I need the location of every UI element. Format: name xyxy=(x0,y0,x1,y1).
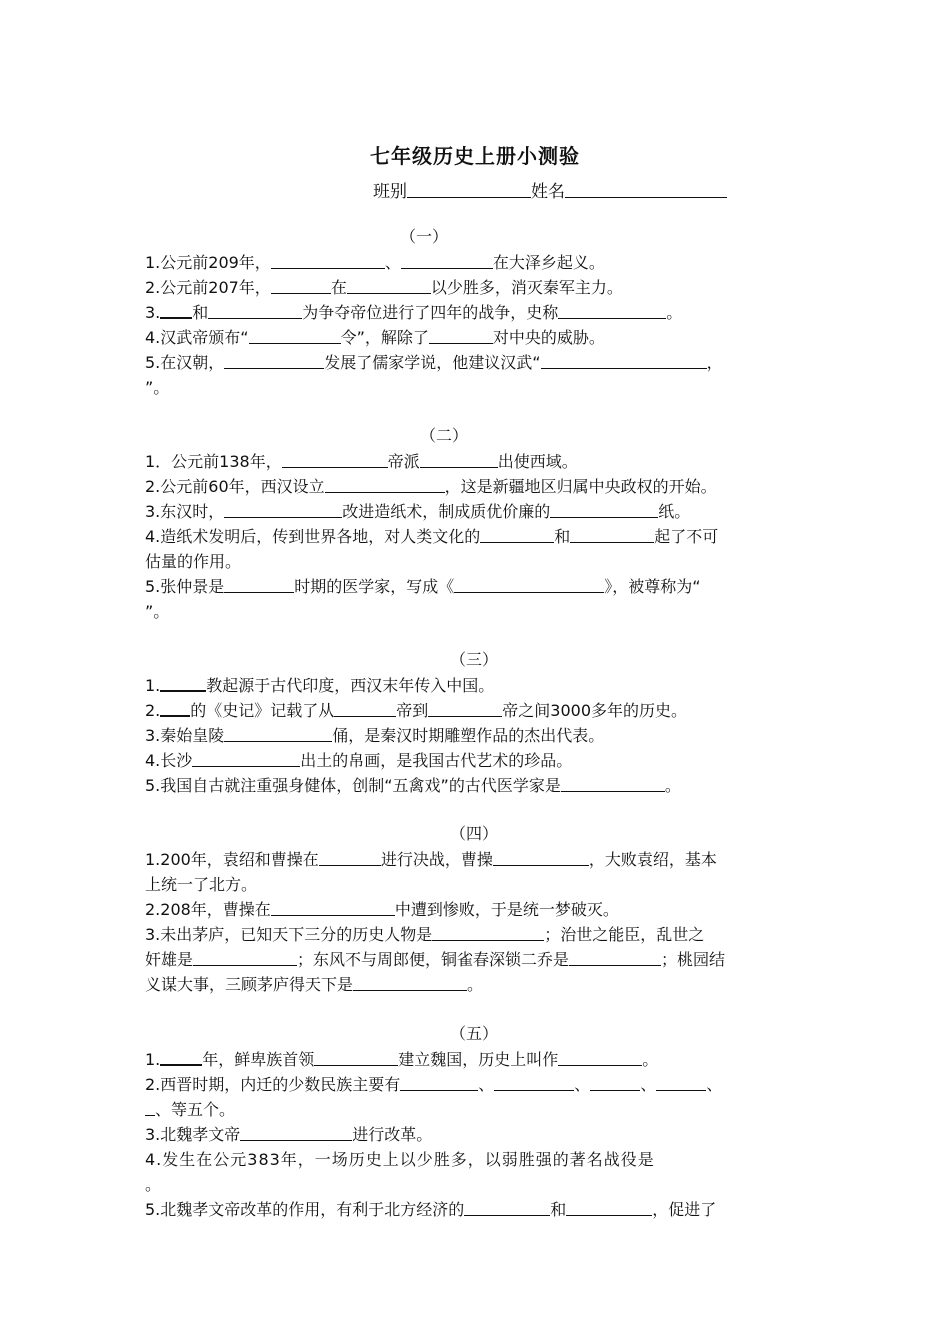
answer-blank[interactable] xyxy=(569,949,661,966)
question-text: 和 xyxy=(554,527,571,546)
question-2-2 xyxy=(145,474,807,499)
question-text: 中遭到惨败，于是统一梦破灭。 xyxy=(394,900,619,919)
question-text: ；东风不与周郎便，铜雀春深锁二乔是 xyxy=(297,950,570,969)
question-text: ”。 xyxy=(145,602,170,621)
answer-blank[interactable] xyxy=(400,1074,478,1091)
question-text: 帝之间3000多年的历史。 xyxy=(502,701,688,720)
section-heading: （四） xyxy=(450,824,499,843)
question-5-5 xyxy=(145,1197,807,1222)
question-text: ；治世之能臣，乱世之 xyxy=(544,925,705,944)
question-text: ；桃园结 xyxy=(661,950,726,969)
question-text: 、 xyxy=(155,1100,172,1119)
question-text: 。 xyxy=(664,776,681,795)
question-text: 估量的作用。 xyxy=(145,552,242,571)
question-2-1 xyxy=(145,449,807,474)
question-text: 》，被尊称为“ xyxy=(604,577,701,596)
question-4-3-line3 xyxy=(145,972,807,997)
question-1-5 xyxy=(145,350,807,375)
answer-blank[interactable] xyxy=(160,699,190,717)
question-text: 2.公元前60年，西汉设立 xyxy=(145,477,325,496)
question-text: 的《史记》记载了从 xyxy=(190,701,335,720)
question-text: 俑，是秦汉时期雕塑作品的杰出代表。 xyxy=(332,726,605,745)
question-1-5-cont xyxy=(145,375,807,400)
question-text: ，促进了 xyxy=(652,1200,717,1219)
answer-blank[interactable] xyxy=(428,700,502,717)
answer-blank[interactable] xyxy=(480,526,554,543)
question-2-4 xyxy=(145,524,807,549)
question-1-4 xyxy=(145,325,807,350)
question-5-2 xyxy=(145,1072,807,1097)
question-4-1 xyxy=(145,847,807,872)
question-text: ”。 xyxy=(145,378,170,397)
answer-blank[interactable] xyxy=(160,1048,202,1066)
question-1-3 xyxy=(145,300,807,325)
question-text: ，大败袁绍，基本 xyxy=(588,850,717,869)
answer-blank[interactable] xyxy=(192,750,300,767)
question-text: 出使西域。 xyxy=(497,452,578,471)
answer-blank[interactable] xyxy=(224,352,324,369)
question-text: 。 xyxy=(467,975,484,994)
answer-blank[interactable] xyxy=(160,301,192,319)
question-text: 起了不可 xyxy=(654,527,719,546)
answer-blank[interactable] xyxy=(145,1099,155,1116)
question-3-1 xyxy=(145,673,807,698)
question-text: 对中央的威胁。 xyxy=(492,328,605,347)
question-text: 在大泽乡起义。 xyxy=(492,253,605,272)
name-blank[interactable] xyxy=(565,181,727,198)
question-text: 在 xyxy=(330,278,347,297)
question-2-3 xyxy=(145,499,807,524)
question-text: 3.北魏孝文帝 xyxy=(145,1125,241,1144)
answer-blank[interactable] xyxy=(334,700,396,717)
question-text: 建立魏国，历史上叫作 xyxy=(398,1050,559,1069)
answer-blank[interactable] xyxy=(282,451,388,468)
answer-blank[interactable] xyxy=(353,974,467,991)
question-text: 、 xyxy=(640,1075,657,1094)
answer-blank[interactable] xyxy=(271,277,331,294)
section-4 xyxy=(145,821,807,997)
answer-blank[interactable] xyxy=(347,277,431,294)
answer-blank[interactable] xyxy=(319,849,381,866)
question-text: 令”，解除了 xyxy=(340,328,429,347)
question-text: 4.造纸术发明后，传到世界各地，对人类文化的 xyxy=(145,527,481,546)
answer-blank[interactable] xyxy=(401,252,493,269)
question-5-4-cont xyxy=(145,1172,807,1197)
question-text: 以少胜多，消灭秦军主力。 xyxy=(430,278,623,297)
question-text: ， xyxy=(706,353,723,372)
question-text: 5.我国自古就注重强身健体，创制“五禽戏”的古代医学家是 xyxy=(145,776,561,795)
answer-blank[interactable] xyxy=(493,849,589,866)
answer-blank[interactable] xyxy=(420,451,498,468)
question-3-2 xyxy=(145,698,807,723)
section-heading: （三） xyxy=(450,650,499,669)
answer-blank[interactable] xyxy=(558,1049,642,1066)
answer-blank[interactable] xyxy=(432,924,544,941)
section-heading: （五） xyxy=(450,1024,499,1043)
question-text: 5.北魏孝文帝改革的作用，有利于北方经济的 xyxy=(145,1200,465,1219)
section-5 xyxy=(145,1021,807,1222)
answer-blank[interactable] xyxy=(325,476,445,493)
section-1 xyxy=(145,224,807,400)
question-text: 教起源于古代印度，西汉末年传入中国。 xyxy=(206,676,495,695)
answer-blank[interactable] xyxy=(561,775,665,792)
name-label: 姓名 xyxy=(531,182,565,202)
section-heading: （一） xyxy=(400,227,449,246)
question-text: 纸。 xyxy=(658,502,691,521)
question-5-4 xyxy=(145,1147,807,1172)
question-text: 进行改革。 xyxy=(352,1125,433,1144)
answer-blank[interactable] xyxy=(271,899,395,916)
question-text: 帝派 xyxy=(387,452,420,471)
question-text: 年，鲜卑族首领 xyxy=(202,1050,315,1069)
answer-blank[interactable] xyxy=(464,1199,550,1216)
answer-blank[interactable] xyxy=(429,327,493,344)
question-text: 2. xyxy=(145,701,161,720)
section-2 xyxy=(145,423,807,624)
question-text: 4.发生在公元383年，一场历史上以少胜多，以弱胜强的著名战役是 xyxy=(145,1150,655,1169)
question-text: 。 xyxy=(145,1175,162,1194)
class-name-line xyxy=(373,177,727,202)
answer-blank[interactable] xyxy=(240,1124,352,1141)
answer-blank[interactable] xyxy=(656,1074,706,1091)
question-text: 、 xyxy=(384,253,401,272)
class-blank[interactable] xyxy=(407,181,531,198)
answer-blank[interactable] xyxy=(454,576,604,593)
question-text: 4.汉武帝颁布“ xyxy=(145,328,249,347)
question-text: 2.公元前207年， xyxy=(145,278,271,297)
answer-blank[interactable] xyxy=(224,576,294,593)
question-5-3 xyxy=(145,1122,807,1147)
answer-blank[interactable] xyxy=(558,302,666,319)
question-2-4-cont xyxy=(145,549,807,574)
answer-blank[interactable] xyxy=(566,1199,652,1216)
question-3-4 xyxy=(145,748,807,773)
question-text: 发展了儒家学说，他建议汉武“ xyxy=(324,353,541,372)
question-text: 义谋大事，三顾茅庐得天下是 xyxy=(145,975,354,994)
question-text: 为争夺帝位进行了四年的战争，史称 xyxy=(302,303,559,322)
section-heading: （二） xyxy=(420,426,469,445)
answer-blank[interactable] xyxy=(550,501,658,518)
answer-blank[interactable] xyxy=(249,327,341,344)
question-text: 时期的医学家，写成《 xyxy=(294,577,455,596)
question-text: 等五个。 xyxy=(171,1100,236,1119)
question-text: 。 xyxy=(666,303,683,322)
question-1-2 xyxy=(145,275,807,300)
section-3 xyxy=(145,647,807,798)
question-4-2 xyxy=(145,897,807,922)
question-1-1 xyxy=(145,250,807,275)
answer-blank[interactable] xyxy=(590,1074,640,1091)
question-text: 3. xyxy=(145,303,161,322)
question-text: 2.208年，曹操在 xyxy=(145,900,271,919)
question-text: 上统一了北方。 xyxy=(145,875,258,894)
question-text: 、 xyxy=(478,1075,495,1094)
question-text: 进行决战，曹操 xyxy=(380,850,493,869)
question-text: 奸雄是 xyxy=(145,950,194,969)
answer-blank[interactable] xyxy=(224,501,342,518)
question-2-5-cont xyxy=(145,599,807,624)
question-text: 帝到 xyxy=(396,701,429,720)
answer-blank[interactable] xyxy=(224,725,332,742)
question-text: 3.秦始皇陵 xyxy=(145,726,225,745)
question-text: 和 xyxy=(550,1200,567,1219)
question-2-5 xyxy=(145,574,807,599)
question-text: 5.张仲景是 xyxy=(145,577,225,596)
question-text: 和 xyxy=(192,303,209,322)
question-text: 1.200年，袁绍和曹操在 xyxy=(145,850,319,869)
question-text: 3.未出茅庐，已知天下三分的历史人物是 xyxy=(145,925,433,944)
question-4-1-cont xyxy=(145,872,807,897)
question-text: 1．公元前138年， xyxy=(145,452,282,471)
answer-blank[interactable] xyxy=(160,674,206,692)
answer-blank[interactable] xyxy=(314,1049,398,1066)
question-5-1 xyxy=(145,1047,807,1072)
question-text: 1.公元前209年， xyxy=(145,253,271,272)
question-4-3 xyxy=(145,922,807,947)
question-text: 。 xyxy=(642,1050,659,1069)
question-4-3-line2 xyxy=(145,947,807,972)
answer-blank[interactable] xyxy=(570,526,654,543)
question-text: 、 xyxy=(706,1075,723,1094)
question-text: 5.在汉朝， xyxy=(145,353,225,372)
question-text: 1. xyxy=(145,676,161,695)
answer-blank[interactable] xyxy=(193,949,297,966)
answer-blank[interactable] xyxy=(208,302,302,319)
question-text: ，这是新疆地区归属中央政权的开始。 xyxy=(444,477,717,496)
question-text: 、 xyxy=(574,1075,591,1094)
page-title: 七年级历史上册小测验 xyxy=(370,144,580,168)
question-text: 出土的帛画，是我国古代艺术的珍品。 xyxy=(300,751,573,770)
question-text: 1. xyxy=(145,1050,161,1069)
class-label: 班别 xyxy=(373,182,407,202)
answer-blank[interactable] xyxy=(271,252,385,269)
question-text: 2.西晋时期，内迁的少数民族主要有 xyxy=(145,1075,401,1094)
answer-blank[interactable] xyxy=(494,1074,574,1091)
question-text: 4.长沙 xyxy=(145,751,193,770)
question-3-5 xyxy=(145,773,807,798)
question-text: 改进造纸术，制成质优价廉的 xyxy=(342,502,551,521)
question-5-2-cont xyxy=(145,1097,807,1122)
question-text: 3.东汉时， xyxy=(145,502,225,521)
answer-blank[interactable] xyxy=(541,352,707,369)
question-3-3 xyxy=(145,723,807,748)
